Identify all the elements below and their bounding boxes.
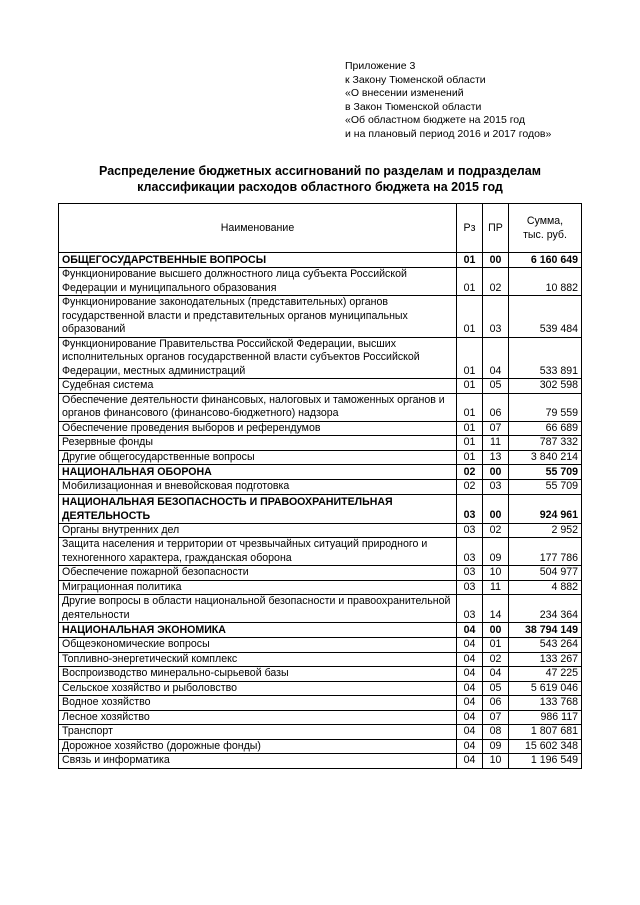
row-rz: 01	[457, 253, 483, 268]
row-sum: 5 619 046	[509, 681, 582, 696]
row-pr: 02	[483, 523, 509, 538]
row-sum: 1 807 681	[509, 725, 582, 740]
row-pr: 00	[483, 623, 509, 638]
row-rz: 03	[457, 494, 483, 523]
table-row	[59, 638, 582, 653]
row-name: Топливно-энергетический комплекс	[59, 652, 457, 667]
row-rz: 01	[457, 436, 483, 451]
table-row	[59, 421, 582, 436]
row-sum: 133 768	[509, 696, 582, 711]
row-rz: 04	[457, 754, 483, 769]
row-rz: 04	[457, 725, 483, 740]
row-name: Функционирование законодательных (представительных) органов государственной власти и представительных органов муниципальных образований	[59, 296, 457, 338]
row-pr: 10	[483, 754, 509, 769]
row-name: Воспроизводство минерально-сырьевой базы	[59, 667, 457, 682]
header-sum-line2: тыс. руб.	[523, 229, 567, 241]
row-name: Другие вопросы в области национальной безопасности и правоохранительной деятельности	[59, 595, 457, 623]
row-name: Обеспечение проведения выборов и референдумов	[59, 421, 457, 436]
row-rz: 02	[457, 465, 483, 480]
row-sum: 234 364	[509, 595, 582, 623]
table-row	[59, 379, 582, 394]
table-row	[59, 681, 582, 696]
row-pr: 09	[483, 538, 509, 566]
row-rz: 04	[457, 681, 483, 696]
table-row	[59, 580, 582, 595]
row-sum: 2 952	[509, 523, 582, 538]
row-pr: 07	[483, 421, 509, 436]
document-title	[0, 163, 640, 195]
row-pr: 06	[483, 696, 509, 711]
row-rz: 04	[457, 623, 483, 638]
row-rz: 01	[457, 421, 483, 436]
row-name: Водное хозяйство	[59, 696, 457, 711]
row-rz: 02	[457, 480, 483, 495]
row-name: Обеспечение пожарной безопасности	[59, 566, 457, 581]
row-rz: 03	[457, 580, 483, 595]
row-sum: 986 117	[509, 710, 582, 725]
table-row	[59, 393, 582, 421]
row-sum: 6 160 649	[509, 253, 582, 268]
section-row	[59, 253, 582, 268]
row-rz: 01	[457, 337, 483, 379]
row-sum: 4 882	[509, 580, 582, 595]
row-rz: 03	[457, 595, 483, 623]
row-pr: 00	[483, 465, 509, 480]
row-rz: 04	[457, 638, 483, 653]
row-pr: 08	[483, 725, 509, 740]
budget-table	[58, 203, 582, 769]
row-name: Функционирование Правительства Российской Федерации, высших исполнительных органов государственной власти субъектов Российской Федерации, местных администраций	[59, 337, 457, 379]
appendix-line: «Об областном бюджете на 2015 год	[345, 114, 526, 127]
table-row	[59, 480, 582, 495]
row-name: Сельское хозяйство и рыболовство	[59, 681, 457, 696]
row-pr: 10	[483, 566, 509, 581]
row-pr: 13	[483, 450, 509, 465]
table-row	[59, 696, 582, 711]
row-pr: 00	[483, 494, 509, 523]
table-row	[59, 268, 582, 296]
row-sum: 55 709	[509, 480, 582, 495]
row-sum: 38 794 149	[509, 623, 582, 638]
header-sum-line1: Сумма,	[526, 215, 564, 227]
row-sum: 504 977	[509, 566, 582, 581]
table-row	[59, 566, 582, 581]
row-rz: 04	[457, 710, 483, 725]
row-name: Общеэкономические вопросы	[59, 638, 457, 653]
header-rz: Рз	[457, 204, 483, 253]
row-sum: 177 786	[509, 538, 582, 566]
row-sum: 66 689	[509, 421, 582, 436]
row-pr: 00	[483, 253, 509, 268]
appendix-line: и на плановый период 2016 и 2017 годов»	[345, 127, 552, 140]
row-name: Лесное хозяйство	[59, 710, 457, 725]
row-pr: 06	[483, 393, 509, 421]
table-row	[59, 739, 582, 754]
row-rz: 01	[457, 450, 483, 465]
row-sum: 924 961	[509, 494, 582, 523]
row-rz: 03	[457, 523, 483, 538]
row-name: Резервные фонды	[59, 436, 457, 451]
appendix-line: «О внесении изменений	[345, 87, 464, 100]
row-pr: 11	[483, 580, 509, 595]
row-sum: 47 225	[509, 667, 582, 682]
section-row	[59, 465, 582, 480]
row-sum: 302 598	[509, 379, 582, 394]
row-name: НАЦИОНАЛЬНАЯ ЭКОНОМИКА	[59, 623, 457, 638]
row-pr: 04	[483, 337, 509, 379]
row-name: Мобилизационная и вневойсковая подготовка	[59, 480, 457, 495]
header-name: Наименование	[59, 204, 457, 253]
row-sum: 55 709	[509, 465, 582, 480]
row-pr: 14	[483, 595, 509, 623]
row-pr: 03	[483, 296, 509, 338]
table-header-row	[59, 204, 582, 253]
row-name: Судебная система	[59, 379, 457, 394]
table-row	[59, 667, 582, 682]
row-pr: 05	[483, 379, 509, 394]
row-name: Транспорт	[59, 725, 457, 740]
table-body	[59, 253, 582, 769]
table-row	[59, 725, 582, 740]
row-name: Защита населения и территории от чрезвычайных ситуаций природного и техногенного характера, гражданская оборона	[59, 538, 457, 566]
row-name: ОБЩЕГОСУДАРСТВЕННЫЕ ВОПРОСЫ	[59, 253, 457, 268]
row-name: Связь и информатика	[59, 754, 457, 769]
row-pr: 02	[483, 652, 509, 667]
title-line-2: классификации расходов областного бюджета на 2015 год	[137, 180, 503, 194]
row-sum: 10 882	[509, 268, 582, 296]
header-pr: ПР	[483, 204, 509, 253]
row-sum: 1 196 549	[509, 754, 582, 769]
row-sum: 543 264	[509, 638, 582, 653]
row-name: НАЦИОНАЛЬНАЯ БЕЗОПАСНОСТЬ И ПРАВООХРАНИТЕЛЬНАЯ ДЕЯТЕЛЬНОСТЬ	[59, 494, 457, 523]
row-pr: 09	[483, 739, 509, 754]
table-row	[59, 538, 582, 566]
row-rz: 01	[457, 296, 483, 338]
section-row	[59, 623, 582, 638]
section-row	[59, 494, 582, 523]
row-pr: 04	[483, 667, 509, 682]
row-pr: 11	[483, 436, 509, 451]
row-sum: 787 332	[509, 436, 582, 451]
table-row	[59, 337, 582, 379]
appendix-block	[345, 60, 551, 142]
row-sum: 3 840 214	[509, 450, 582, 465]
header-sum	[509, 204, 582, 253]
title-line-1: Распределение бюджетных ассигнований по разделам и подразделам	[99, 164, 541, 178]
row-rz: 01	[457, 268, 483, 296]
row-sum: 15 602 348	[509, 739, 582, 754]
row-pr: 01	[483, 638, 509, 653]
row-rz: 01	[457, 379, 483, 394]
table-row	[59, 296, 582, 338]
appendix-line: Приложение 3	[345, 60, 416, 72]
row-name: Дорожное хозяйство (дорожные фонды)	[59, 739, 457, 754]
table-row	[59, 436, 582, 451]
row-rz: 01	[457, 393, 483, 421]
row-name: Органы внутренних дел	[59, 523, 457, 538]
row-rz: 04	[457, 696, 483, 711]
appendix-line: в Закон Тюменской области	[345, 100, 482, 113]
row-rz: 03	[457, 538, 483, 566]
row-rz: 04	[457, 652, 483, 667]
table-row	[59, 652, 582, 667]
row-sum: 79 559	[509, 393, 582, 421]
appendix-line: к Закону Тюменской области	[345, 73, 486, 86]
row-rz: 04	[457, 667, 483, 682]
row-name: Обеспечение деятельности финансовых, налоговых и таможенных органов и органов финансового (финансово-бюджетного) надзора	[59, 393, 457, 421]
row-pr: 02	[483, 268, 509, 296]
row-rz: 03	[457, 566, 483, 581]
row-sum: 539 484	[509, 296, 582, 338]
table-row	[59, 523, 582, 538]
row-name: Функционирование высшего должностного лица субъекта Российской Федерации и муниципального образования	[59, 268, 457, 296]
row-name: НАЦИОНАЛЬНАЯ ОБОРОНА	[59, 465, 457, 480]
row-rz: 04	[457, 739, 483, 754]
table-row	[59, 595, 582, 623]
row-name: Другие общегосударственные вопросы	[59, 450, 457, 465]
row-sum: 133 267	[509, 652, 582, 667]
table-row	[59, 450, 582, 465]
row-pr: 07	[483, 710, 509, 725]
row-name: Миграционная политика	[59, 580, 457, 595]
row-pr: 05	[483, 681, 509, 696]
table-row	[59, 754, 582, 769]
row-pr: 03	[483, 480, 509, 495]
table-row	[59, 710, 582, 725]
row-sum: 533 891	[509, 337, 582, 379]
